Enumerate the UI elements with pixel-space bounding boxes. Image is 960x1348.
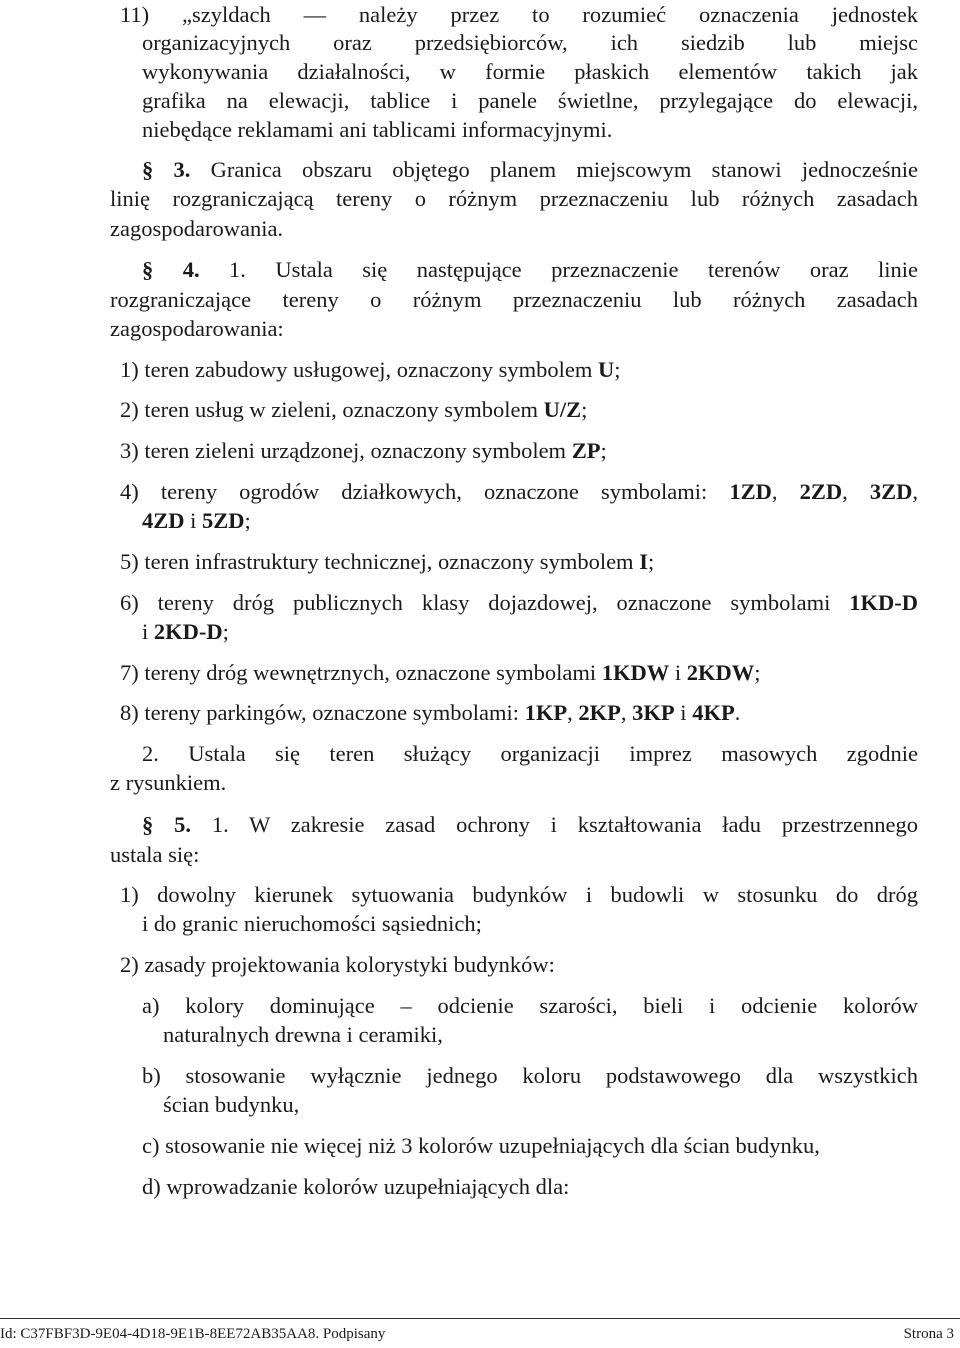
par4-item4-symbol-2: 2ZD [799, 479, 843, 504]
par4-item3-end: ; [600, 438, 607, 463]
par4-marker: § 4. [142, 257, 200, 282]
par4-item1-symbol: U [598, 357, 615, 382]
par4-point2-line1: 2. Ustala się teren służący organizacji imprez masowych zgodnie [142, 741, 918, 766]
par3-marker: § 3. [142, 157, 191, 182]
par5-subitem-b-line2: ścian budynku, [163, 1092, 300, 1117]
par4-item2-end: ; [581, 397, 588, 422]
par5-subitem-c: c) stosowanie nie więcej niż 3 kolorów uzupełniających dla ścian budynku, [142, 1133, 820, 1158]
par5-line2: ustala się: [110, 842, 200, 867]
par4-item5-end: ; [647, 549, 655, 574]
par4-item8: 8) tereny parkingów, oznaczone symbolami: 1KP, 2KP, 3KP i 4KP. [120, 700, 741, 725]
par4-item8-symbol-2: 2KP [578, 700, 621, 725]
par4-item7-symbol-1: 1KDW [601, 660, 670, 685]
par5-marker: § 5. [142, 812, 191, 837]
par4-item4-line2: 4ZD i 5ZD; [142, 508, 251, 533]
footer-document-id: Id: C37FBF3D-9E04-4D18-9E1B-8EE72AB35AA8. Podpisany [0, 1326, 386, 1342]
par4-item7-end: ; [754, 660, 761, 685]
par3-text1: Granica obszaru objętego planem miejscowym stanowi jednocześnie [210, 157, 919, 182]
par4-item6-and: i [142, 619, 154, 644]
par4-item8-end: . [734, 700, 741, 725]
par4-item4-symbol-1: 1ZD [729, 479, 772, 504]
par4-item2-text: 2) teren usług w zieleni, oznaczony symbolem [120, 397, 544, 422]
par5-item1-line1: 1) dowolny kierunek sytuowania budynków i budowli w stosunku do dróg [120, 882, 918, 907]
par4-line3: zagospodarowania: [110, 316, 284, 341]
par4-text1: 1. Ustala się następujące przeznaczenie terenów oraz linie [229, 257, 919, 282]
par4-item6-end: ; [222, 619, 229, 644]
par4-item1-text: 1) teren zabudowy usługowej, oznaczony symbolem [120, 357, 598, 382]
par4-item8-symbol-1: 1KP [524, 700, 568, 725]
footer-page-number: Strona 3 [903, 1326, 954, 1342]
par4-item7 [120, 658, 960, 688]
par4-item4-symbol-4: 4ZD [142, 508, 185, 533]
par4-item6-symbol-1: 1KD-D [849, 590, 918, 615]
par4-item7-and: i [669, 660, 687, 685]
par4-item6-symbol-2: 2KD-D [153, 619, 223, 644]
par4-item6-text: 6) tereny dróg publicznych klasy dojazdowej, oznaczone symbolami [120, 590, 831, 615]
par4-item1-end: ; [614, 357, 621, 382]
par4-item3 [120, 436, 960, 466]
par4-item8-symbol-3: 3KP [632, 700, 675, 725]
par4-line1 [142, 255, 918, 285]
par4-item8-text: 8) tereny parkingów, oznaczone symbolami: [120, 700, 525, 725]
par4-item7-symbol-2: 2KDW [686, 660, 755, 685]
par4-item8-and: i [674, 700, 693, 725]
par4-item4-symbol-5: 5ZD [202, 508, 245, 533]
par5-subitem-d: d) wprowadzanie kolorów uzupełniających dla: [142, 1174, 570, 1199]
par4-item5 [120, 547, 960, 577]
par4-point2-line2: z rysunkiem. [110, 770, 227, 795]
par5-subitem-b-line1: b) stosowanie wyłącznie jednego koloru podstawowego dla wszystkich [142, 1063, 918, 1088]
par4-item4-text: 4) tereny ogrodów działkowych, oznaczone symbolami: [120, 479, 708, 504]
par5-item1-line2: i do granic nieruchomości sąsiednich; [142, 911, 482, 936]
par4-item3-symbol: ZP [571, 438, 601, 463]
item11-line3: wykonywania działalności, w formie płaskich elementów takich jak [142, 59, 918, 84]
par4-item7-text: 7) tereny dróg wewnętrznych, oznaczone symbolami [120, 660, 602, 685]
par5-subitem-a-line2: naturalnych drewna i ceramiki, [163, 1022, 443, 1047]
item11-line5: niebędące reklamami ani tablicami informacyjnymi. [142, 117, 613, 142]
par4-item5-symbol: I [639, 549, 648, 574]
footer-divider [0, 1318, 960, 1319]
par5-item2: 2) zasady projektowania kolorystyki budynków: [120, 952, 555, 977]
item11-line2: organizacyjnych oraz przedsiębiorców, ich siedzib lub miejsc [142, 30, 918, 55]
item11-line4: grafika na elewacji, tablice i panele świetlne, przylegające do elewacji, [142, 88, 918, 113]
par4-item1 [120, 355, 960, 385]
par4-line2: rozgraniczające tereny o różnym przeznaczeniu lub różnych zasadach [110, 287, 918, 312]
par4-item6-line2 [142, 617, 960, 647]
par4-item4-symbol-3: 3ZD [869, 479, 913, 504]
par4-item4-line1: 4) tereny ogrodów działkowych, oznaczone symbolami: 1ZD, 2ZD, 3ZD, [120, 479, 919, 504]
par3-line1 [142, 155, 918, 185]
par5-line1 [142, 810, 918, 840]
par5-text1: 1. W zakresie zasad ochrony i kształtowania ładu przestrzennego [211, 812, 919, 837]
par4-item4-and: i [190, 508, 197, 533]
par5-subitem-a-line1: a) kolory dominujące – odcienie szarości, bieli i odcienie kolorów [142, 993, 918, 1018]
par4-item8-symbol-4: 4KP [692, 700, 735, 725]
par4-item3-text: 3) teren zieleni urządzonej, oznaczony symbolem [120, 438, 572, 463]
par4-item6-line1 [120, 588, 918, 618]
item11-line1: 11) „szyldach — należy przez to rozumieć oznaczenia jednostek [120, 2, 918, 27]
par4-item5-text: 5) teren infrastruktury technicznej, oznaczony symbolem [120, 549, 640, 574]
par4-item2-symbol: U/Z [543, 397, 582, 422]
par3-line3: zagospodarowania. [110, 216, 284, 241]
par3-line2: linię rozgraniczającą tereny o różnym przeznaczeniu lub różnych zasadach [110, 186, 918, 211]
par4-item2 [120, 395, 960, 425]
